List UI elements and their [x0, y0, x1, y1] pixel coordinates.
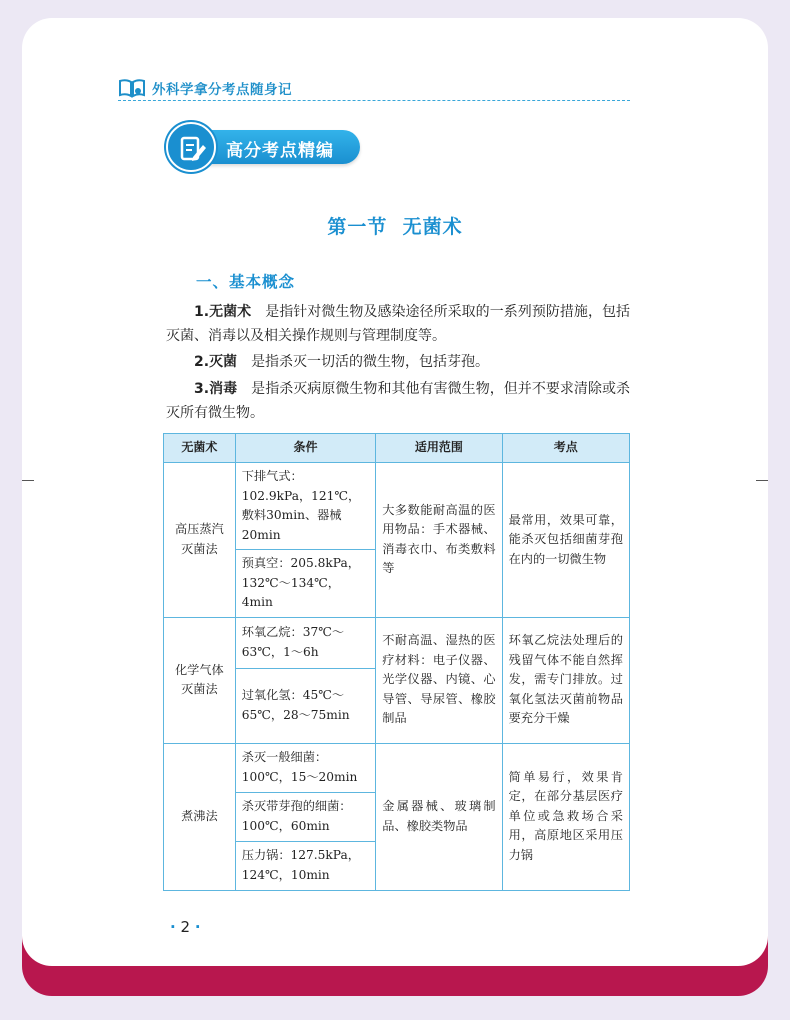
- banner-pill: [192, 130, 360, 164]
- table-header-cell: 适用范围: [376, 434, 502, 463]
- table-header-cell: 条件: [235, 434, 376, 463]
- condition-cell: 压力锅：127.5kPa，124℃，10min: [235, 841, 376, 890]
- condition-cell: 杀灭带芽孢的细菌：100℃，60min: [235, 792, 376, 841]
- table-row: [164, 617, 630, 668]
- method-cell: 高压蒸汽灭菌法: [164, 463, 236, 618]
- condition-cell: 预真空：205.8kPa，132℃～134℃，4min: [235, 550, 376, 618]
- scope-cell: 金属器械、玻璃制品、橡胶类物品: [376, 743, 502, 890]
- definition-term: 无菌术: [209, 304, 252, 320]
- table-row: [164, 463, 630, 550]
- table-header-cell: 考点: [502, 434, 629, 463]
- definition-term: 消毒: [209, 381, 238, 397]
- table-header-row: [164, 434, 630, 463]
- definition-item: 2.灭菌 是指杀灭一切活的微生物，包括芽孢。: [194, 354, 490, 370]
- header-divider: [118, 100, 630, 101]
- keypoint-cell: 环氧乙烷法处理后的残留气体不能自然挥发，需专门排放。过氧化氢法灭菌前物品要充分干燥: [502, 617, 629, 743]
- scope-cell: 不耐高温、湿热的医疗材料：电子仪器、光学仪器、内镜、心导管、导尿管、橡胶制品: [376, 617, 502, 743]
- keypoint-cell: 最常用，效果可靠，能杀灭包括细菌芽孢在内的一切微生物: [502, 463, 629, 618]
- condition-cell: 下排气式：102.9kPa，121℃，敷料30min、器械20min: [235, 463, 376, 550]
- condition-cell: 杀灭一般细菌：100℃，15～20min: [235, 743, 376, 792]
- running-header: [118, 62, 630, 102]
- keypoint-cell: 简单易行，效果肯定，在部分基层医疗单位或急救场合采用，高原地区采用压力锅: [502, 743, 629, 890]
- definition-item: 3.消毒 是指杀灭病原微生物和其他有害微生物，但并不要求清除或杀灭所有微生物。: [166, 381, 631, 421]
- scope-cell: 大多数能耐高温的医用物品：手术器械、消毒衣巾、布类敷料等: [376, 463, 502, 618]
- banner-circle: [166, 122, 216, 172]
- condition-cell: 过氧化氢：45℃～65℃，28～75min: [235, 668, 376, 743]
- definition-text: 是指杀灭一切活的微生物，包括芽孢。: [251, 354, 490, 370]
- book-icon: [118, 78, 146, 102]
- section-title: 第一节 无菌术: [327, 216, 463, 238]
- condition-cell: 环氧乙烷：37℃～63℃，1～6h: [235, 617, 376, 668]
- definition-item: 1.无菌术 是指针对微生物及感染途径所采取的一系列预防措施，包括灭菌、消毒以及相关操作规则与管理制度等。: [166, 304, 631, 344]
- crop-mark-left: [22, 480, 34, 481]
- definition-text: 是指针对微生物及感染途径所采取的一系列预防措施，包括灭菌、消毒以及相关操作规则与管理制度等。: [166, 304, 631, 344]
- definition-text: 是指杀灭病原微生物和其他有害微生物，但并不要求清除或杀灭所有微生物。: [166, 381, 631, 421]
- subsection-title: 一、基本概念: [196, 273, 296, 291]
- method-cell: 化学气体灭菌法: [164, 617, 236, 743]
- header-title: 外科学拿分考点随身记: [152, 82, 292, 98]
- method-cell: 煮沸法: [164, 743, 236, 890]
- page-number: · 2 ·: [170, 918, 201, 936]
- definition-term: 灭菌: [209, 354, 238, 370]
- crop-mark-right: [756, 480, 768, 481]
- table-row: [164, 743, 630, 792]
- sterilization-table: [163, 433, 630, 891]
- section-banner: [166, 122, 362, 172]
- table-header-cell: 无菌术: [164, 434, 236, 463]
- banner-label: 高分考点精编: [226, 141, 334, 161]
